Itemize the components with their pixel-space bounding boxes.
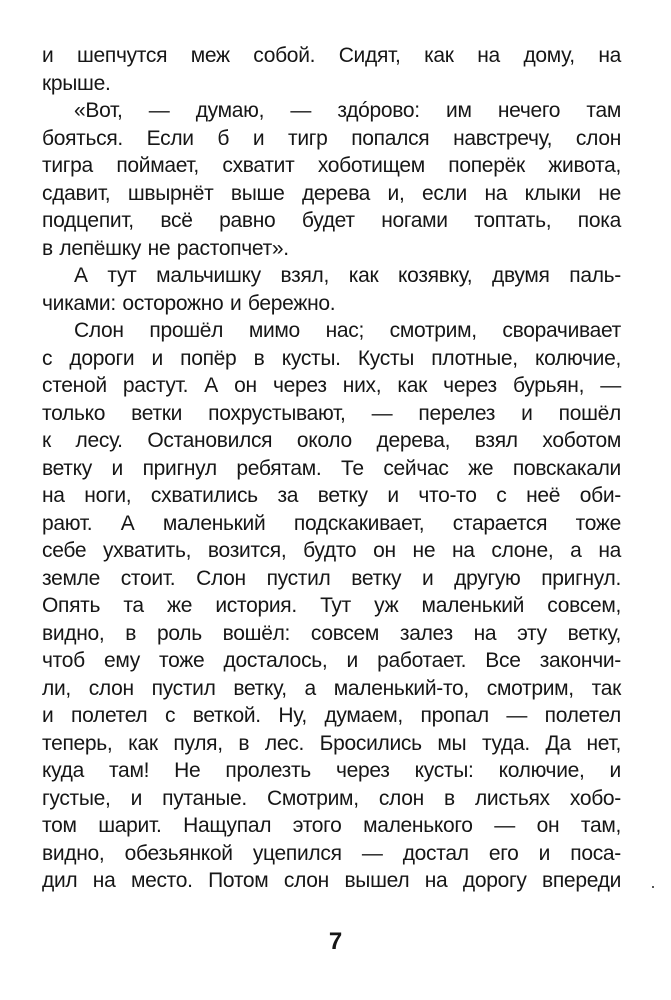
- text-line: земле стоит. Слон пустил ветку и другую пригнул.: [42, 566, 621, 590]
- text-line: дил на место. Потом слон вышел на дорогу впереди: [42, 869, 621, 892]
- text-line: густые, и путаные. Смотрим, слон в листьях хобо-: [42, 786, 621, 810]
- text-line: Опять та же история. Тут уж маленький совсем,: [42, 594, 621, 617]
- scan-speck: [652, 886, 654, 888]
- text-line: том шарит. Нащупал этого маленького — он там,: [42, 814, 621, 837]
- text-line: «Вот, — думаю, — здóрово: им нечего там: [74, 99, 621, 122]
- text-line: стеной растут. А он через них, как через бурьян, —: [42, 374, 621, 397]
- text-line: видно, в роль вошёл: совсем залез на эту ветку,: [42, 621, 621, 645]
- page-number: 7: [328, 928, 343, 955]
- text-line: себе ухватить, возится, будто он не на слоне, а на: [42, 539, 621, 562]
- text-line: бояться. Если б и тигр попался навстречу, слон: [42, 126, 621, 150]
- book-page-text: [42, 42, 621, 895]
- text-line: с дороги и попёр в кусты. Кусты плотные, колючие,: [42, 346, 621, 370]
- text-line: подцепит, всё равно будет ногами топтать, пока: [42, 209, 621, 232]
- text-line: А тут мальчишку взял, как козявку, двумя паль-: [74, 264, 621, 287]
- text-line: видно, обезьянкой уцепился — достал его и поса-: [42, 841, 621, 865]
- text-line: крыше.: [42, 71, 111, 95]
- text-line: Слон прошёл мимо нас; смотрим, сворачивает: [74, 319, 621, 342]
- text-line: на ноги, схватились за ветку и что-то с неё оби-: [42, 484, 621, 507]
- text-line: и шепчутся меж собой. Сидят, как на дому, на: [42, 44, 621, 67]
- text-line: рают. А маленький подскакивает, старается тоже: [42, 511, 621, 535]
- text-line: сдавит, швырнёт выше дерева и, если на клыки не: [42, 181, 621, 205]
- text-line: ли, слон пустил ветку, а маленький-то, смотрим, так: [42, 676, 621, 700]
- text-line: тигра поймает, схватит хоботищем поперёк живота,: [42, 154, 621, 177]
- text-line: ветку и пригнул ребятам. Те сейчас же повскакали: [42, 456, 621, 480]
- text-line: в лепёшку не растопчет».: [42, 236, 289, 260]
- text-line: чиками: осторожно и бережно.: [42, 291, 336, 315]
- text-line: куда там! Не пролезть через кусты: колючие, и: [42, 759, 621, 782]
- text-line: и полетел с веткой. Ну, думаем, пропал — полетел: [42, 704, 621, 727]
- text-line: теперь, как пуля, в лес. Бросились мы туда. Да нет,: [42, 731, 621, 755]
- text-line: чтоб ему тоже досталось, и работает. Все закончи-: [42, 649, 621, 672]
- text-line: только ветки похрустывают, — перелез и пошёл: [42, 401, 621, 425]
- text-line: к лесу. Остановился около дерева, взял хоботом: [42, 429, 621, 452]
